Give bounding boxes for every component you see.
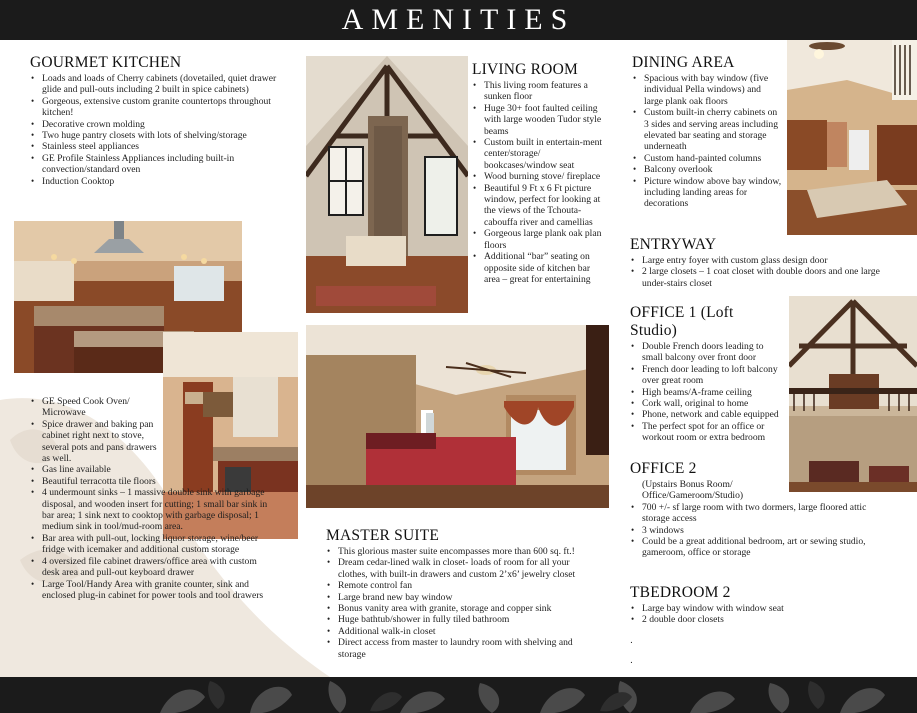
master-suite-list (326, 546, 598, 660)
list-item: • Gorgeous, extensive custom granite countertops throughout kitchen! (30, 96, 290, 119)
master-suite-section (326, 527, 598, 660)
bedroom2-list (630, 603, 890, 626)
list-item: • Huge 30+ foot faulted ceiling with large wooden Tudor style beams (472, 103, 604, 137)
list-item: • 2 double door closets (630, 614, 890, 625)
list-item: • Double French doors leading to small balcony over front door (630, 341, 782, 364)
list-item: • Custom hand-painted columns (632, 153, 782, 164)
list-item: • French door leading to loft balcony over great room (630, 364, 782, 387)
list-item: • Bonus vanity area with granite, storage and copper sink (326, 603, 598, 614)
section-title: OFFICE 1 (Loft Studio) (630, 304, 734, 339)
section-title: LIVING ROOM (472, 61, 578, 78)
living-room-photo (306, 56, 468, 313)
list-item: • Gas line available (30, 464, 158, 475)
list-item: • Large Tool/Handy Area with granite counter, sink and enclosed plug-in cabinet for power tools and tool drawers (30, 579, 275, 602)
list-item: • Stainless steel appliances (30, 141, 290, 152)
page-title: AMENITIES (341, 3, 576, 36)
list-item: • Cork wall, original to home (630, 398, 782, 409)
office2-list (630, 502, 890, 559)
list-item: • This living room features a sunken floor (472, 80, 604, 103)
list-item: • Phone, network and cable equipped (630, 409, 782, 420)
list-item: • Huge bathtub/shower in fully tiled bathroom (326, 614, 598, 625)
leaf-pattern-decoration (0, 677, 917, 713)
list-item: • Picture window above bay window, including landing areas for decorations (632, 176, 782, 210)
living-room-list (472, 80, 604, 285)
list-item: • Loads and loads of Cherry cabinets (dovetailed, quiet drawer glide and pull-outs including 2 built in spice cabinets) (30, 73, 290, 96)
dining-area-section (632, 54, 782, 210)
section-title: MASTER SUITE (326, 527, 440, 544)
list-item: • The perfect spot for an office or workout room or extra bedroom (630, 421, 782, 444)
list-item: • Direct access from master to laundry room with shelving and storage (326, 637, 598, 660)
list-item: • 4 oversized file cabinet drawers/office area with custom desk area and pull-out keyboard drawer (30, 556, 275, 579)
entryway-section (630, 236, 890, 289)
list-item: • Wood burning stove/ fireplace (472, 171, 604, 182)
list-item: • GE Speed Cook Oven/ Microwave (30, 396, 158, 419)
section-title: OFFICE 2 (630, 460, 697, 477)
list-item: • Beautiful terracotta tile floors (30, 476, 158, 487)
list-item: • 3 windows (630, 525, 890, 536)
dot-marker: . (630, 635, 633, 646)
kitchen-list (30, 73, 290, 187)
list-item: • Decorative crown molding (30, 119, 290, 130)
kitchen-continued-section (30, 396, 275, 601)
list-item: • This glorious master suite encompasses more than 600 sq. ft.! (326, 546, 598, 557)
list-item: • Large entry foyer with custom glass design door (630, 255, 890, 266)
list-item: • Beautiful 9 Ft x 6 Ft picture window, perfect for looking at the views of the Tchouta-cabouffa river and camellias (472, 183, 604, 229)
list-item: • Additional walk-in closet (326, 626, 598, 637)
list-item: • Custom built-in cherry cabinets on 3 sides and serving areas including elevated bar seating and storage underneath (632, 107, 782, 153)
list-item: • Dream cedar-lined walk in closet- loads of room for all your clothes, with built-in drawers and custom 2’x6’ jewelry closet (326, 557, 598, 580)
entryway-list (630, 255, 890, 289)
list-item: • Large brand new bay window (326, 592, 598, 603)
list-item: • High beams/A-frame ceiling (630, 387, 782, 398)
dining-list (632, 73, 782, 210)
list-item: • Could be a great additional bedroom, art or sewing studio, gameroom, office or storage (630, 536, 890, 559)
list-item: • 2 large closets – 1 coat closet with double doors and one large under-stairs closet (630, 266, 890, 289)
office2-section (630, 460, 890, 559)
list-item: • Spice drawer and baking pan cabinet right next to stove, several pots and pans drawers as well. (30, 419, 158, 465)
dot-marker: . (630, 655, 633, 666)
list-item: • Custom built in entertain-ment center/storage/ bookcases/window seat (472, 137, 604, 171)
footer-bar (0, 677, 917, 713)
kitchen-continued-list (30, 396, 275, 601)
header-bar (0, 0, 917, 40)
bedroom2-section (630, 584, 890, 666)
list-item: • 700 +/- sf large room with two dormers, large floored attic storage access (630, 502, 890, 525)
list-item: • Remote control fan (326, 580, 598, 591)
list-item: • Balcony overlook (632, 164, 782, 175)
list-item: • Spacious with bay window (five individual Pella windows) and large plank oak floors (632, 73, 782, 107)
gourmet-kitchen-section (30, 54, 290, 187)
office1-list (630, 341, 782, 444)
dining-photo (787, 40, 917, 235)
section-title: DINING AREA (632, 54, 735, 71)
section-title: TBEDROOM 2 (630, 584, 731, 601)
living-room-section (472, 61, 604, 285)
list-item: • Gorgeous large plank oak plan floors (472, 228, 604, 251)
list-item: • Additional “bar” seating on opposite side of kitchen bar area – great for entertaining (472, 251, 604, 285)
section-subtitle: (Upstairs Bonus Room/ Office/Gameroom/Studio) (642, 479, 744, 502)
list-item: • Bar area with pull-out, locking liquor storage, wine/beer fridge with icemaker and additional custom storage (30, 533, 275, 556)
list-item: • 4 undermount sinks – 1 massive double sink with garbage disposal, and wooden insert for cutting; 1 small bar sink in bar area; 1 sink next to cooktop with garbage disposal; 1 medium sink in tool/mud-room area. (30, 487, 275, 533)
master-suite-photo (306, 325, 609, 508)
office1-section (630, 304, 782, 444)
section-title: ENTRYWAY (630, 236, 717, 253)
list-item: • Two huge pantry closets with lots of shelving/storage (30, 130, 290, 141)
list-item: • GE Profile Stainless Appliances including built-in convection/standard oven (30, 153, 290, 176)
section-title: GOURMET KITCHEN (30, 54, 182, 71)
list-item: • Large bay window with window seat (630, 603, 890, 614)
list-item: • Induction Cooktop (30, 176, 290, 187)
